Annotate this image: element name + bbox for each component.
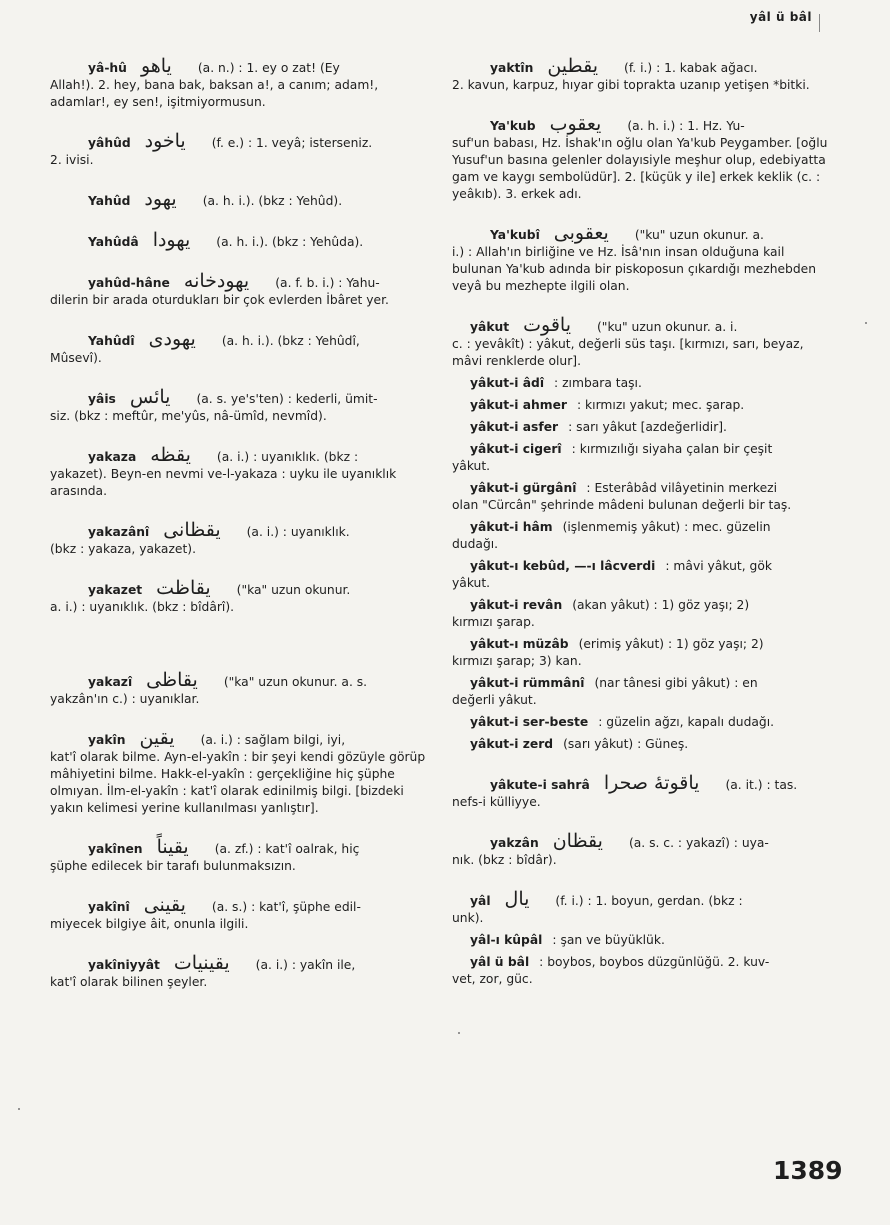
dictionary-entry (452, 675, 828, 709)
definition-continuation: kat'î olarak bilme. Ayn-el-yakîn : bir şeyi kendi gözüyle görüp mâhiyetini bilme. Hakk-el-yakîn : gerçekliğine hiç şüphe olmıyan. İlm-el-yakîn : kat'î olarak edinilmiş bilgi. [bizdeki yakın kelimesi yerine kullanılması yanlıştır]. (50, 750, 426, 815)
arabic-script: یاهو (140, 55, 172, 77)
headword: yâkut-ı müzâb (470, 637, 569, 651)
entry-first-line (452, 954, 828, 971)
definition-start: ("ku" uzun okunur. a. i. (597, 320, 738, 334)
dictionary-entry (50, 188, 428, 210)
arabic-script: یقینیات (173, 952, 230, 974)
entry-first-line (452, 419, 828, 436)
entry-first-line (452, 441, 828, 458)
dictionary-entry (50, 328, 428, 367)
arabic-script: یقطین (547, 55, 599, 77)
entry-first-line (452, 736, 828, 753)
definition-start: (a. s.) : kat'î, şüphe edil- (211, 900, 361, 914)
headword: yâkut-i cigerî (470, 442, 562, 456)
definition-start: : zımbara taşı. (554, 376, 642, 390)
headword: yakzân (490, 836, 539, 850)
definition-continuation: dudağı. (452, 537, 499, 551)
definition-start: (a. s. c. : yakazî) : uya- (628, 836, 769, 850)
dictionary-entry (50, 836, 428, 875)
headword: yakazânî (88, 525, 150, 539)
arabic-script: یعقوب (549, 113, 602, 135)
arabic-script: یعقوبی (553, 222, 609, 244)
dictionary-entry (50, 55, 428, 111)
headword: yâhûd (88, 136, 131, 150)
dictionary-entry (50, 952, 428, 991)
definition-continuation: kırmızı şarap. (452, 615, 535, 629)
headword: yakazî (88, 675, 133, 689)
headword: yâ-hû (88, 61, 127, 75)
arabic-script: یهودی (148, 328, 196, 350)
dictionary-entry (50, 519, 428, 558)
dictionary-entry (50, 130, 428, 169)
entry-first-line (452, 113, 828, 135)
definition-continuation: a. i.) : uyanıklık. (bkz : bîdârî). (50, 600, 235, 614)
definition-start: (a. h. i.). (bkz : Yehûd). (202, 194, 343, 208)
headword: Yahûdî (88, 334, 135, 348)
entry-first-line (50, 270, 428, 292)
definition-continuation: siz. (bkz : meftûr, me'yûs, nâ-ümîd, nevmîd). (50, 409, 327, 423)
definition-start: (a. i.) : uyanıklık. (bkz : (216, 450, 359, 464)
entry-first-line (50, 836, 428, 858)
arabic-script: یاخود (144, 130, 186, 152)
definition-continuation: nefs-i külliyye. (452, 795, 541, 809)
entry-first-line (452, 714, 828, 731)
headword: yahûd-hâne (88, 276, 170, 290)
dictionary-entry (452, 397, 828, 414)
headword: yaktîn (490, 61, 534, 75)
headword: yâis (88, 392, 116, 406)
arabic-script: یهودا (152, 229, 191, 251)
definition-start: (a. h. i.) : 1. Hz. Yu- (627, 119, 745, 133)
headword: Yahûd (88, 194, 131, 208)
definition-start: ("ka" uzun okunur. (236, 583, 351, 597)
definition-start: (a. i.) : uyanıklık. (246, 525, 350, 539)
definition-continuation: yâkut. (452, 459, 491, 473)
dictionary-entry (452, 932, 828, 949)
definition-start: : güzelin ağzı, kapalı dudağı. (598, 715, 775, 729)
headword: yâkut-i rümmânî (470, 676, 585, 690)
dictionary-entry (452, 314, 828, 370)
entry-first-line (452, 830, 828, 852)
definition-start: (nar tânesi gibi yâkut) : en (594, 676, 758, 690)
definition-start: (işlenmemiş yâkut) : mec. güzelin (562, 520, 771, 534)
headword: yâkute-i sahrâ (490, 778, 590, 792)
entry-first-line (50, 55, 428, 77)
definition-continuation: unk). (452, 911, 484, 925)
headword: yâkut-i ser-beste (470, 715, 589, 729)
dictionary-entry (452, 736, 828, 753)
definition-continuation: yakazet). Beyn-en nevmi ve-l-yakaza : uyku ile uyanıklık arasında. (50, 467, 397, 498)
headword: yakazet (88, 583, 143, 597)
definition-continuation: miyecek bilgiye âit, onunla ilgili. (50, 917, 249, 931)
arabic-script: یقین (139, 727, 175, 749)
entry-first-line (452, 675, 828, 692)
definition-start: (f. i.) : 1. boyun, gerdan. (bkz : (555, 894, 743, 908)
dictionary-entry (50, 669, 428, 708)
entry-first-line (452, 397, 828, 414)
definition-continuation: yakzân'ın c.) : uyanıklar. (50, 692, 200, 706)
dictionary-entry (452, 558, 828, 592)
definition-start: : sarı yâkut [azdeğerlidir]. (568, 420, 727, 434)
headword: yakîn (88, 733, 126, 747)
entry-first-line (452, 888, 828, 910)
definition-continuation: vet, zor, güc. (452, 972, 533, 986)
arabic-script: یقظان (552, 830, 603, 852)
dictionary-entry (452, 441, 828, 475)
entry-first-line (50, 727, 428, 749)
entry-first-line (50, 519, 428, 541)
entry-first-line (50, 188, 428, 210)
definition-start: : şan ve büyüklük. (552, 933, 665, 947)
definition-start: : kırmızı yakut; mec. şarap. (577, 398, 745, 412)
entry-first-line (452, 597, 828, 614)
dictionary-entry (50, 229, 428, 251)
arabic-script: یقظه (150, 444, 191, 466)
dictionary-entry (50, 386, 428, 425)
headword: Ya'kubî (490, 228, 540, 242)
dictionary-entry (50, 270, 428, 309)
headword: yâkut-i hâm (470, 520, 553, 534)
definition-continuation: c. : yevâkît) : yâkut, değerli süs taşı. [kırmızı, sarı, beyaz, mâvi renklerde olur]. (452, 337, 804, 368)
dictionary-entry (50, 444, 428, 500)
definition-start: : kırmızılığı siyaha çalan bir çeşit (571, 442, 773, 456)
definition-start: (a. h. i.). (bkz : Yehûda). (216, 235, 364, 249)
definition-start: : boybos, boybos düzgünlüğü. 2. kuv- (539, 955, 770, 969)
definition-start: (a. s. ye's'ten) : kederli, ümit- (196, 392, 378, 406)
entry-first-line (452, 932, 828, 949)
page-number: 1389 (773, 1156, 843, 1185)
definition-continuation: Mûsevî). (50, 351, 102, 365)
entry-first-line (452, 636, 828, 653)
entry-gap (50, 638, 428, 672)
definition-start: (f. i.) : 1. kabak ağacı. (624, 61, 758, 75)
headword: Ya'kub (490, 119, 536, 133)
right-column (452, 55, 828, 993)
definition-continuation: 2. ivisi. (50, 153, 94, 167)
definition-continuation: nık. (bkz : bîdâr). (452, 853, 557, 867)
entry-first-line (50, 669, 428, 691)
arabic-script: یاقوتهٔ صحرا (603, 772, 700, 794)
dictionary-entry (452, 636, 828, 670)
definition-start: ("ka" uzun okunur. a. s. (223, 675, 368, 689)
dictionary-entry (452, 772, 828, 811)
dictionary-entry (452, 222, 828, 295)
definition-continuation: kat'î olarak bilinen şeyler. (50, 975, 208, 989)
dictionary-entry (452, 597, 828, 631)
definition-continuation: Allah!). 2. hey, bana bak, baksan a!, a canım; adam!, adamlar!, ey sen!, işitmiyormusun. (50, 78, 379, 109)
arabic-script: یقاظی (146, 669, 198, 691)
definition-start: : Esterâbâd vilâyetinin merkezi (586, 481, 778, 495)
arabic-script: یقینی (143, 894, 186, 916)
definition-continuation: suf'un babası, Hz. İshak'ın oğlu olan Ya'kub Peygamber. [oğlu Yusuf'un basına gelenler dolayısiyle meşhur olup, edebiyatta gam ve kaygı sembolüdür]. 2. [küçük y ile] erkek keklik (c. : yeâkıb). 3. erkek adı. (452, 136, 828, 201)
headword: yakîniyyât (88, 958, 160, 972)
entry-first-line (452, 375, 828, 392)
headword: yakînen (88, 842, 143, 856)
dictionary-entry (452, 113, 828, 203)
headword: yâkut-i gürgânî (470, 481, 577, 495)
dictionary-entry (452, 954, 828, 988)
dictionary-entry (452, 519, 828, 553)
definition-continuation: kırmızı şarap; 3) kan. (452, 654, 582, 668)
headword: yâkut-i ahmer (470, 398, 567, 412)
entry-first-line (452, 55, 828, 77)
scan-speck (458, 1032, 460, 1034)
definition-continuation: dilerin bir arada oturdukları bir çok evlerden İbâret yer. (50, 293, 389, 307)
headword: yâkut-i revân (470, 598, 563, 612)
definition-start: (sarı yâkut) : Güneş. (563, 737, 689, 751)
definition-continuation: (bkz : yakaza, yakazet). (50, 542, 197, 556)
definition-start: (a. it.) : tas. (725, 778, 798, 792)
headword: yâkut-i zerd (470, 737, 554, 751)
definition-start: (akan yâkut) : 1) göz yaşı; 2) (572, 598, 750, 612)
headword: yâkut-i asfer (470, 420, 559, 434)
dictionary-entry (452, 888, 828, 927)
definition-continuation: değerli yâkut. (452, 693, 537, 707)
dictionary-entry (452, 480, 828, 514)
definition-start: (f. e.) : 1. veyâ; isterseniz. (211, 136, 373, 150)
definition-continuation: olan "Cürcân" şehrinde mâdeni bulunan değerli bir taş. (452, 498, 792, 512)
dictionary-entry (452, 830, 828, 869)
definition-start: (a. zf.) : kat'î oalrak, hiç (214, 842, 360, 856)
scan-speck (18, 1108, 20, 1110)
dictionary-entry (452, 714, 828, 731)
definition-start: : mâvi yâkut, gök (665, 559, 772, 573)
left-column (50, 55, 428, 1013)
dictionary-entry (50, 894, 428, 933)
entry-first-line (452, 772, 828, 794)
headword: yâl-ı kûpâl (470, 933, 543, 947)
definition-continuation: yâkut. (452, 576, 491, 590)
headword: yâl ü bâl (470, 955, 530, 969)
dictionary-entry (452, 419, 828, 436)
arabic-script: یقیناً (156, 836, 189, 858)
definition-start: (a. i.) : yakîn ile, (255, 958, 356, 972)
headword: yâkut-i âdî (470, 376, 545, 390)
definition-continuation: i.) : Allah'ın birliğine ve Hz. İsâ'nın insan olduğuna kail bulunan Ya'kub adında bir piskoposun çıkardığı mezhebden veyâ bu mezhepte ilgili olan. (452, 245, 817, 293)
headword: yakaza (88, 450, 137, 464)
scan-speck (865, 322, 867, 324)
headword: Yahûdâ (88, 235, 139, 249)
definition-continuation: 2. kavun, karpuz, hıyar gibi toprakta uzanıp yetişen *bitki. (452, 78, 810, 92)
entry-first-line (50, 577, 428, 599)
entry-first-line (50, 444, 428, 466)
definition-start: ("ku" uzun okunur. a. (634, 228, 764, 242)
headword: yâl (470, 894, 491, 908)
entry-first-line (452, 222, 828, 244)
arabic-script: یقظانی (163, 519, 221, 541)
entry-first-line (50, 130, 428, 152)
headword: yâkut (470, 320, 510, 334)
headword: yakînî (88, 900, 130, 914)
entry-first-line (452, 480, 828, 497)
running-header: yâl ü bâl (749, 10, 812, 24)
dictionary-entry (50, 577, 428, 616)
headword: yâkut-ı kebûd, —-ı lâcverdi (470, 559, 656, 573)
arabic-script: یقاظت (156, 577, 211, 599)
entry-first-line (50, 386, 428, 408)
definition-continuation: şüphe edilecek bir tarafı bulunmaksızın. (50, 859, 296, 873)
entry-first-line (50, 229, 428, 251)
arabic-script: یاقوت (523, 314, 571, 336)
definition-start: (a. h. i.). (bkz : Yehûdî, (221, 334, 360, 348)
definition-start: (a. i.) : sağlam bilgi, iyi, (200, 733, 346, 747)
arabic-script: یهود (144, 188, 177, 210)
entry-first-line (452, 519, 828, 536)
header-tick (819, 14, 820, 32)
entry-first-line (50, 328, 428, 350)
dictionary-entry (452, 55, 828, 94)
dictionary-entry (50, 727, 428, 817)
entry-first-line (452, 558, 828, 575)
entry-first-line (50, 894, 428, 916)
arabic-script: یهودخانه (183, 270, 250, 292)
arabic-script: یائس (129, 386, 171, 408)
definition-start: (erimiş yâkut) : 1) göz yaşı; 2) (578, 637, 764, 651)
definition-start: (a. f. b. i.) : Yahu- (275, 276, 380, 290)
entry-first-line (452, 314, 828, 336)
entry-first-line (50, 952, 428, 974)
definition-start: (a. n.) : 1. ey o zat! (Ey (197, 61, 340, 75)
dictionary-entry (452, 375, 828, 392)
arabic-script: یال (504, 888, 530, 910)
